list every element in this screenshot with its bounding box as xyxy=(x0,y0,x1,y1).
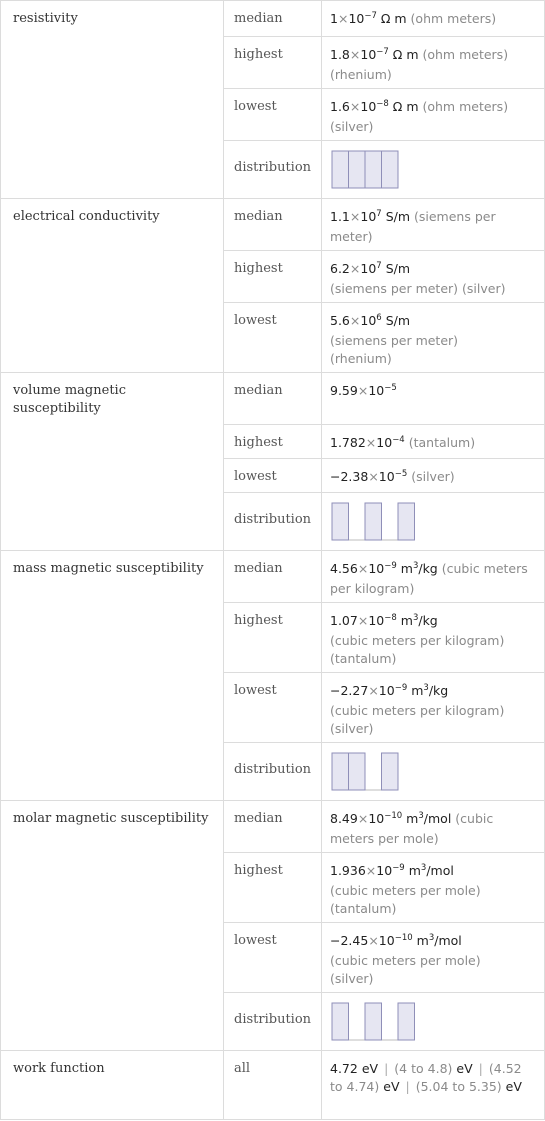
distribution-histogram xyxy=(322,993,544,1042)
table-row xyxy=(1,551,545,603)
histogram-bar xyxy=(398,503,415,540)
value: $4.56\times 10^{-9}$ $m^3/kg$ (cubic meters per kilogram) xyxy=(330,561,528,596)
stat-label: median xyxy=(234,561,283,576)
stat-label: lowest xyxy=(234,313,277,328)
stat-label: all xyxy=(234,1061,251,1076)
value: $-2.45\times 10^{-10}$ $m^3$/mol (cubic meters per mole) (silver) xyxy=(330,933,481,986)
value: $-2.38\times 10^{-5}$ (silver) xyxy=(330,469,455,484)
histogram-svg xyxy=(331,150,401,190)
property-label: work function xyxy=(13,1061,105,1076)
table-row xyxy=(1,801,545,853)
property-cell xyxy=(1,1,224,199)
stat-label: lowest xyxy=(234,99,277,114)
stat-label: median xyxy=(234,383,283,398)
value: $1\times 10^{-7}$ Ω m (ohm meters) xyxy=(330,11,497,26)
value: $1.07\times 10^{-8}$ $m^3/kg$ (cubic meters per kilogram) (tantalum) xyxy=(330,613,505,666)
histogram-bar xyxy=(332,753,349,790)
table-row xyxy=(1,199,545,251)
stat-label: highest xyxy=(234,47,283,62)
value: $1.936\times 10^{-9}$ $m^3$/mol (cubic meters per mole) (tantalum) xyxy=(330,863,481,916)
histogram-bar xyxy=(332,503,349,540)
stat-label: lowest xyxy=(234,683,277,698)
table-row xyxy=(1,1,545,37)
stat-label: highest xyxy=(234,435,283,450)
table-row xyxy=(1,1051,545,1120)
value: $1.6\times 10^{-8}$ Ω m (ohm meters) (silver) xyxy=(330,99,509,134)
value: 4.72 eV | (4 to 4.8) eV | (4.52 to 4.74) eV | (5.04 to 5.35) eV xyxy=(330,1061,522,1094)
stat-label: highest xyxy=(234,863,283,878)
property-label: volume magnetic susceptibility xyxy=(13,383,126,416)
histogram-svg xyxy=(331,1002,418,1042)
stat-label: lowest xyxy=(234,933,277,948)
distribution-histogram xyxy=(322,141,544,190)
distribution-histogram xyxy=(322,743,544,792)
stat-label: median xyxy=(234,811,283,826)
property-label: molar magnetic susceptibility xyxy=(13,811,209,826)
histogram-svg xyxy=(331,502,418,542)
stat-label: distribution xyxy=(234,1012,312,1027)
value: $1.782\times 10^{-4}$ (tantalum) xyxy=(330,435,476,450)
histogram-bar xyxy=(332,151,349,188)
value: $9.59\times 10^{-5}$ xyxy=(330,383,397,398)
value: $5.6\times 10^6$ S/m (siemens per meter) (rhenium) xyxy=(330,313,459,366)
property-label: electrical conductivity xyxy=(13,209,160,224)
stat-label: distribution xyxy=(234,512,312,527)
property-label: resistivity xyxy=(13,11,78,26)
stat-label: highest xyxy=(234,261,283,276)
stat-label: median xyxy=(234,11,283,26)
stat-label: median xyxy=(234,209,283,224)
histogram-bar xyxy=(332,1003,349,1040)
value: $1.8\times 10^{-7}$ Ω m (ohm meters) (rhenium) xyxy=(330,47,509,82)
histogram-bar xyxy=(365,503,382,540)
histogram-bar xyxy=(349,151,366,188)
value: $1.1\times 10^7$ S/m (siemens per meter) xyxy=(330,209,496,244)
histogram-bar xyxy=(398,1003,415,1040)
stat-label: highest xyxy=(234,613,283,628)
histogram-bar xyxy=(365,1003,382,1040)
property-label: mass magnetic susceptibility xyxy=(13,561,204,576)
histogram-svg xyxy=(331,752,401,792)
histogram-bar xyxy=(382,753,399,790)
value: $6.2\times 10^7$ S/m (siemens per meter) (silver) xyxy=(330,261,506,296)
stat-label: distribution xyxy=(234,762,312,777)
stat-label: distribution xyxy=(234,160,312,175)
stat-label: lowest xyxy=(234,469,277,484)
histogram-bar xyxy=(349,753,366,790)
value: $8.49\times 10^{-10}$ $m^3$/mol (cubic meters per mole) xyxy=(330,811,494,846)
histogram-bar xyxy=(365,151,382,188)
distribution-histogram xyxy=(322,493,544,542)
table-row xyxy=(1,373,545,425)
value: $-2.27\times 10^{-9}$ $m^3/kg$ (cubic meters per kilogram) (silver) xyxy=(330,683,505,736)
histogram-bar xyxy=(382,151,399,188)
